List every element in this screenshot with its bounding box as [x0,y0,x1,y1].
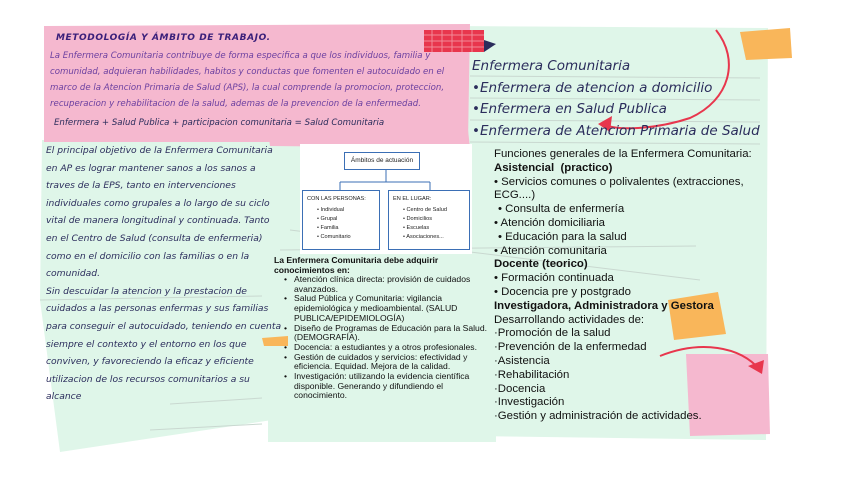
paragraph-line: comunidad, adquieran habilidades, habitos y conductas que fomenten el autocuidado en el [50,67,445,77]
diagram-people-item-text: Familia [320,225,339,231]
invest-item: ·Asistencia [494,354,550,367]
top-paragraph [50,48,470,112]
invest-item: ·Investigación [494,396,565,409]
objective-line: Sin descuidar la atencion y la prestacion de [46,285,247,297]
diagram-place-item: • Centro de Salud [403,207,447,213]
docente-item: • Formación continuada [494,272,614,285]
invest-item: ·Promoción de la salud [494,327,611,340]
objective-line: individuales como grupales a lo largo de su ciclo [46,197,270,209]
diagram-place-title: EN EL LUGAR: [393,196,432,202]
functions-section [494,148,752,424]
objective-line: para conseguir el autocuidado, teniendo en cuenta [46,320,282,332]
invest-item: ·Rehabilitación [494,368,570,381]
asistencial-item: • Educación para la salud [498,230,627,243]
asistencial-item: • Consulta de enfermería [498,203,625,216]
diagram-people-item: • Individual [317,207,345,213]
docente-label: Docente (teorico) [494,258,588,271]
objective-line: comunidad. [46,268,101,280]
section-title: METODOLOGÍA Y ÁMBITO DE TRABAJO. [56,33,271,43]
objective-line: siempre el contexto y el entorno en los que [46,338,247,350]
knowledge-item-text: Gestión de cuidados y servicios: efectividad y eficiencia. Equidad. Mejora de la calidad. [294,351,468,372]
diagram-place-item-text: Centro de Salud [406,207,447,213]
nurse-type-item: •Enfermera de atencion a domicilio [472,79,713,96]
diagram-people-item: • Grupal [317,216,338,222]
diagram-people-item-text: Individual [320,207,345,213]
knowledge-item: • Salud Pública y Comunitaria: vigilancia epidemiológica y medioambiental. (SALUD PUBLICA/EPIDEMIOLOGÍA) [284,294,492,323]
objective-line: El principal objetivo de la Enfermera Comunitaria [46,145,273,156]
nurse-types [472,56,760,142]
objective-line: vital de manera longitudinal y continuada. Tanto [46,215,270,227]
nurse-type-item: •Enfermera de Atencion Primaria de Salud [472,122,760,139]
paragraph-line: marco de la Atencion Primaria de Salud (APS), la cual comprende la promocion, proteccion, [50,83,445,93]
diagram-people-item: • Familia [317,225,339,231]
invest-sub: Desarrollando actividades de: [494,313,645,326]
invest-item: ·Docencia [494,382,546,395]
invest-label: Investigadora, Administradora y Gestora [494,299,714,312]
paragraph-line: La Enfermera Comunitaria contribuye de forma especifica a que los individuos, familia y [50,51,431,61]
asistencial-item: • Atención domiciliaria [494,216,605,229]
knowledge-title: La Enfermera Comunitaria debe adquirir conocimientos en: [274,255,439,275]
asistencial-item: • Servicios comunes o polivalentes (extracciones, [494,175,744,188]
knowledge-item-text: Docencia: a estudiantes y a otros profesionales. [294,341,477,352]
diagram-place-item: • Domicilios [403,216,433,222]
diagram-place-item-text: Escuelas [406,225,430,231]
asistencial-item: ECG....) [494,189,536,202]
knowledge-item: • Diseño de Programas de Educación para la Salud. (DEMOGRAFÍA). [284,324,492,343]
formula-text: Enfermera + Salud Publica + participacion comunitaria = Salud Comunitaria [54,118,385,128]
knowledge-item: • Docencia: a estudiantes y a otros profesionales. [284,341,477,352]
diagram-root: Ámbitos de actuación [344,152,420,170]
diagram-place-item: • Escuelas [403,225,430,231]
knowledge-item-text: Diseño de Programas de Educación para la Salud. (DEMOGRAFÍA). [294,322,487,343]
diagram-place-item-text: Asociaciones... [406,234,444,240]
invest-item: ·Prevención de la enfermedad [494,341,647,354]
knowledge-item: • Investigación: utilizando la evidencia científica disponible. Generando y difundiendo el conocimiento. [284,372,492,401]
objective-line: alcance [46,391,82,403]
knowledge-item-text: Salud Pública y Comunitaria: vigilancia epidemiológica y medioambiental. (SALUD PUBLICA/EPIDEMIOLOGÍA) [294,293,458,323]
knowledge-section [274,256,492,401]
knowledge-item-text: Atención clínica directa: provisión de cuidados avanzados. [294,274,471,294]
asistencial-note: (practico) [560,161,613,174]
nurse-types-title: Enfermera Comunitaria [472,58,631,74]
functions-title: Funciones generales de la Enfermera Comunitaria: [494,148,752,160]
diagram-people-item-text: Grupal [320,216,338,222]
objective-line: traves de la EPS, tanto en intervenciones [46,180,236,192]
asistencial-label: Asistencial [494,161,555,174]
diagram-people-item-text: Comunitario [320,234,351,240]
objective-line: utilizacion de los recursos comunitarios a su [46,373,250,385]
invest-item: ·Gestión y administración de actividades. [494,410,702,423]
scope-diagram [300,144,472,254]
objective-line: cuidados a las personas enfermas y sus familias [46,303,269,315]
diagram-people-box [302,190,380,250]
objective-text [46,142,281,406]
asistencial-item: • Atención comunitaria [494,244,607,257]
knowledge-item: • Atención clínica directa: provisión de cuidados avanzados. [284,275,492,294]
diagram-people-item: • Comunitario [317,234,351,240]
nurse-type-item: •Enfermera en Salud Publica [472,101,667,117]
diagram-place-item: • Asociaciones... [403,234,444,240]
asistencial-heading [494,162,752,176]
diagram-place-box [388,190,470,250]
objective-line: como en el domicilio con las familias o en la [46,250,250,262]
objective-line: conviven, y favoreciendo la eficaz y eficiente [46,356,254,368]
knowledge-item-text: Investigación: utilizando la evidencia científica disponible. Generando y difundiendo el conocimiento. [294,371,470,401]
objective-line: en el Centro de Salud (consulta de enfermeria) [46,232,263,244]
knowledge-item: • Gestión de cuidados y servicios: efectividad y eficiencia. Equidad. Mejora de la calidad. [284,353,492,372]
paragraph-line: recuperacion y rehabilitacion de la salud, ademas de la prevencion de la enfermedad. [50,99,421,109]
objective-line: en AP es lograr mantener sanos a los sanos a [46,162,256,174]
docente-item: • Docencia pre y postgrado [494,285,631,298]
diagram-place-item-text: Domicilios [406,216,433,222]
diagram-people-title: CON LAS PERSONAS: [307,196,366,202]
